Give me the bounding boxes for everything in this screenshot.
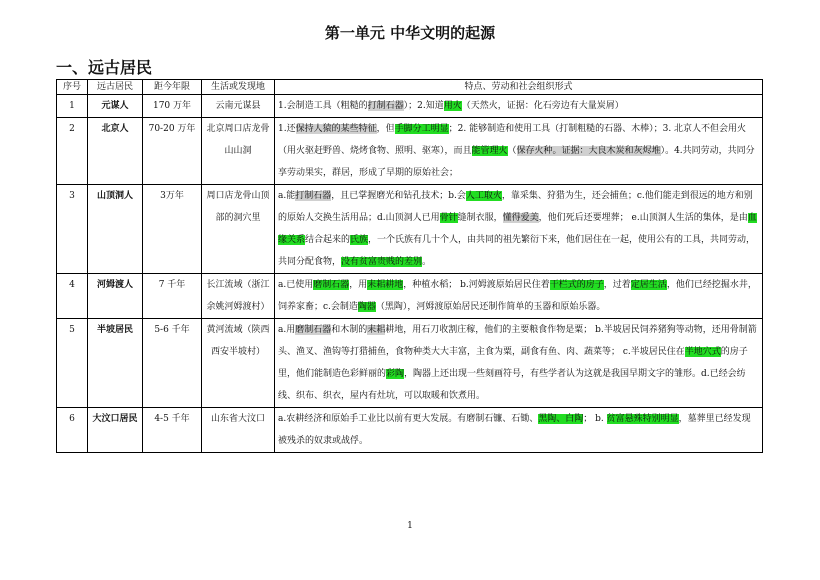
header-features: 特点、劳动和社会组织形式 bbox=[275, 80, 763, 95]
row-place: 北京周口店龙骨山山洞 bbox=[202, 118, 275, 185]
feature-text: ，他们已经挖掘水井，饲养家畜；c.会制造 bbox=[278, 280, 757, 312]
feature-text: a.农耕经济和原始手工业比以前有更大发展。有磨制石镰、石锄、 bbox=[278, 414, 539, 424]
feature-text: ；2. 能够制造和使用工具（打制粗糙的石器、木棒）；3. 北京人不但会用火（用火驱赶野兽、烧烤食物、照明、驱寒），而且 bbox=[278, 124, 747, 156]
highlighted-text: 人工取火 bbox=[465, 191, 502, 201]
row-place: 黄河流域（陕西西安半坡村） bbox=[202, 319, 275, 408]
feature-text: ）；2.知道 bbox=[403, 101, 444, 111]
row-age: 170 万年 bbox=[143, 95, 202, 118]
highlighted-text: 彩陶 bbox=[386, 369, 405, 379]
feature-text: ，过着 bbox=[603, 280, 631, 290]
highlighted-text: 骨针 bbox=[439, 213, 458, 223]
feature-text: a.用 bbox=[278, 325, 296, 335]
page-title: 第一单元 中华文明的起源 bbox=[324, 24, 496, 42]
row-features bbox=[275, 118, 763, 185]
table-row bbox=[57, 118, 763, 185]
row-place: 长江流域（浙江余姚河姆渡村） bbox=[202, 274, 275, 319]
feature-text: ，墓葬里已经发现被残杀的奴隶或战俘。 bbox=[278, 414, 751, 446]
feature-text: 1.还 bbox=[278, 124, 296, 134]
highlighted-text: 打制石器 bbox=[295, 191, 332, 201]
page-number: 1 bbox=[407, 521, 413, 531]
feature-text: ； b. bbox=[583, 414, 607, 424]
header-age: 距今年限 bbox=[143, 80, 202, 95]
row-num: 6 bbox=[57, 408, 88, 453]
feature-text: 缝制衣服， bbox=[457, 213, 503, 223]
row-name: 北京人 bbox=[88, 118, 143, 185]
highlighted-text: 用火 bbox=[443, 101, 462, 111]
row-num: 4 bbox=[57, 274, 88, 319]
highlighted-text: 磨制石器 bbox=[313, 280, 350, 290]
row-num: 3 bbox=[57, 185, 88, 274]
feature-text: 1.会制造工具（粗糙的 bbox=[278, 101, 368, 111]
row-features bbox=[275, 319, 763, 408]
header-place: 生活或发现地 bbox=[202, 80, 275, 95]
highlighted-text: 能管理火 bbox=[471, 146, 508, 156]
row-name: 山顶洞人 bbox=[88, 185, 143, 274]
feature-text: （ bbox=[507, 146, 517, 156]
row-num: 5 bbox=[57, 319, 88, 408]
feature-text: （天然火，证据：化石旁边有大量炭屑） bbox=[461, 101, 624, 111]
highlighted-text: 打制石器 bbox=[367, 101, 404, 111]
table-row bbox=[57, 95, 763, 118]
table-row bbox=[57, 185, 763, 274]
feature-text: ，且已掌握磨光和钻孔技术；b.会 bbox=[331, 191, 466, 201]
feature-text: （黑陶），河姆渡原始居民还制作简单的玉器和原始乐器。 bbox=[375, 302, 606, 312]
highlighted-text: 耒耜 bbox=[367, 325, 386, 335]
highlighted-text: 保存火种。证据：大良木炭和灰烬堆 bbox=[516, 146, 661, 156]
header-num: 序号 bbox=[57, 80, 88, 95]
row-place: 周口店龙骨山顶部的洞穴里 bbox=[202, 185, 275, 274]
row-name: 大汶口居民 bbox=[88, 408, 143, 453]
highlighted-text: 陶器 bbox=[357, 302, 376, 312]
highlighted-text: 半地穴式 bbox=[684, 347, 721, 357]
highlighted-text: 贫富悬殊特别明显 bbox=[606, 414, 679, 424]
row-features bbox=[275, 408, 763, 453]
row-place: 云南元谋县 bbox=[202, 95, 275, 118]
table-row bbox=[57, 274, 763, 319]
feature-text: ，他们死后还要埋葬； e.山顶洞人生活的集体，是由 bbox=[538, 213, 748, 223]
highlighted-text: 磨制石器 bbox=[295, 325, 332, 335]
row-age: 70-20 万年 bbox=[143, 118, 202, 185]
row-age: 3万年 bbox=[143, 185, 202, 274]
table-row bbox=[57, 319, 763, 408]
row-features bbox=[275, 95, 763, 118]
row-name: 元谋人 bbox=[88, 95, 143, 118]
row-features bbox=[275, 274, 763, 319]
feature-text: ，靠采集、狩猎为生，还会捕鱼；c.他们能走到很远的地方和别的原始人交换生活用品；d.山顶洞人已用 bbox=[278, 191, 753, 223]
row-place: 山东省大汶口 bbox=[202, 408, 275, 453]
highlighted-text: 保持人猿的某些特征 bbox=[295, 124, 377, 134]
row-num: 2 bbox=[57, 118, 88, 185]
feature-text: 和木制的 bbox=[331, 325, 368, 335]
row-num: 1 bbox=[57, 95, 88, 118]
feature-text: 。 bbox=[422, 257, 432, 267]
feature-text: a.已使用 bbox=[278, 280, 314, 290]
highlighted-text: 耒耜耕地 bbox=[367, 280, 404, 290]
feature-text: ，种植水稻； b.河姆渡原始居民住着 bbox=[403, 280, 550, 290]
highlighted-text: 没有贫富贵贱的差别 bbox=[341, 257, 423, 267]
row-age: 4-5 千年 bbox=[143, 408, 202, 453]
row-name: 河姆渡人 bbox=[88, 274, 143, 319]
highlighted-text: 氏族 bbox=[350, 235, 369, 245]
row-age: 7 千年 bbox=[143, 274, 202, 319]
feature-text: a.能 bbox=[278, 191, 296, 201]
ancient-residents-table bbox=[56, 79, 763, 453]
feature-text: 的房子里，他们能制造色彩鲜丽的 bbox=[278, 347, 748, 379]
feature-text: ，用 bbox=[349, 280, 368, 290]
feature-text: 结合起来的 bbox=[305, 235, 351, 245]
feature-text: ，一个氏族有几十个人，由共同的祖先繁衍下来，他们居住在一起，使用公有的工具，共同劳动，共同分配食物， bbox=[278, 235, 756, 267]
table-row bbox=[57, 408, 763, 453]
feature-text: ）。4.共同劳动，共同分享劳动果实，群居，形成了早期的原始社会； bbox=[278, 146, 755, 178]
highlighted-text: 黑陶、白陶 bbox=[538, 414, 584, 424]
feature-text: 耕地，用石刀收割庄稼，他们的主要粮食作物是粟； b.半坡居民饲养猪狗等动物，还用骨制箭头、渔叉、渔钩等打猎捕鱼，食物种类大大丰富，主食为粟，副食有鱼、肉、蔬菜等； c.半坡居民住在 bbox=[278, 325, 757, 357]
row-age: 5-6 千年 bbox=[143, 319, 202, 408]
feature-text: ，但 bbox=[376, 124, 395, 134]
highlighted-text: 干栏式的房子 bbox=[549, 280, 604, 290]
highlighted-text: 手脚分工明显 bbox=[394, 124, 449, 134]
row-name: 半坡居民 bbox=[88, 319, 143, 408]
table-header-row bbox=[57, 80, 763, 95]
highlighted-text: 定居生活 bbox=[630, 280, 667, 290]
section-heading: 一、远古居民 bbox=[56, 58, 153, 77]
row-features bbox=[275, 185, 763, 274]
feature-text: ，陶器上还出现一些刻画符号，有些学者认为这就是我国早期文字的雏形。d.已经会纺线、织布、织衣，屋内有灶坑，可以取暖和饮煮用。 bbox=[278, 369, 746, 401]
header-name: 远古居民 bbox=[88, 80, 143, 95]
highlighted-text: 懂得爱美 bbox=[502, 213, 539, 223]
highlighted-text: 血缘关系 bbox=[278, 213, 757, 245]
